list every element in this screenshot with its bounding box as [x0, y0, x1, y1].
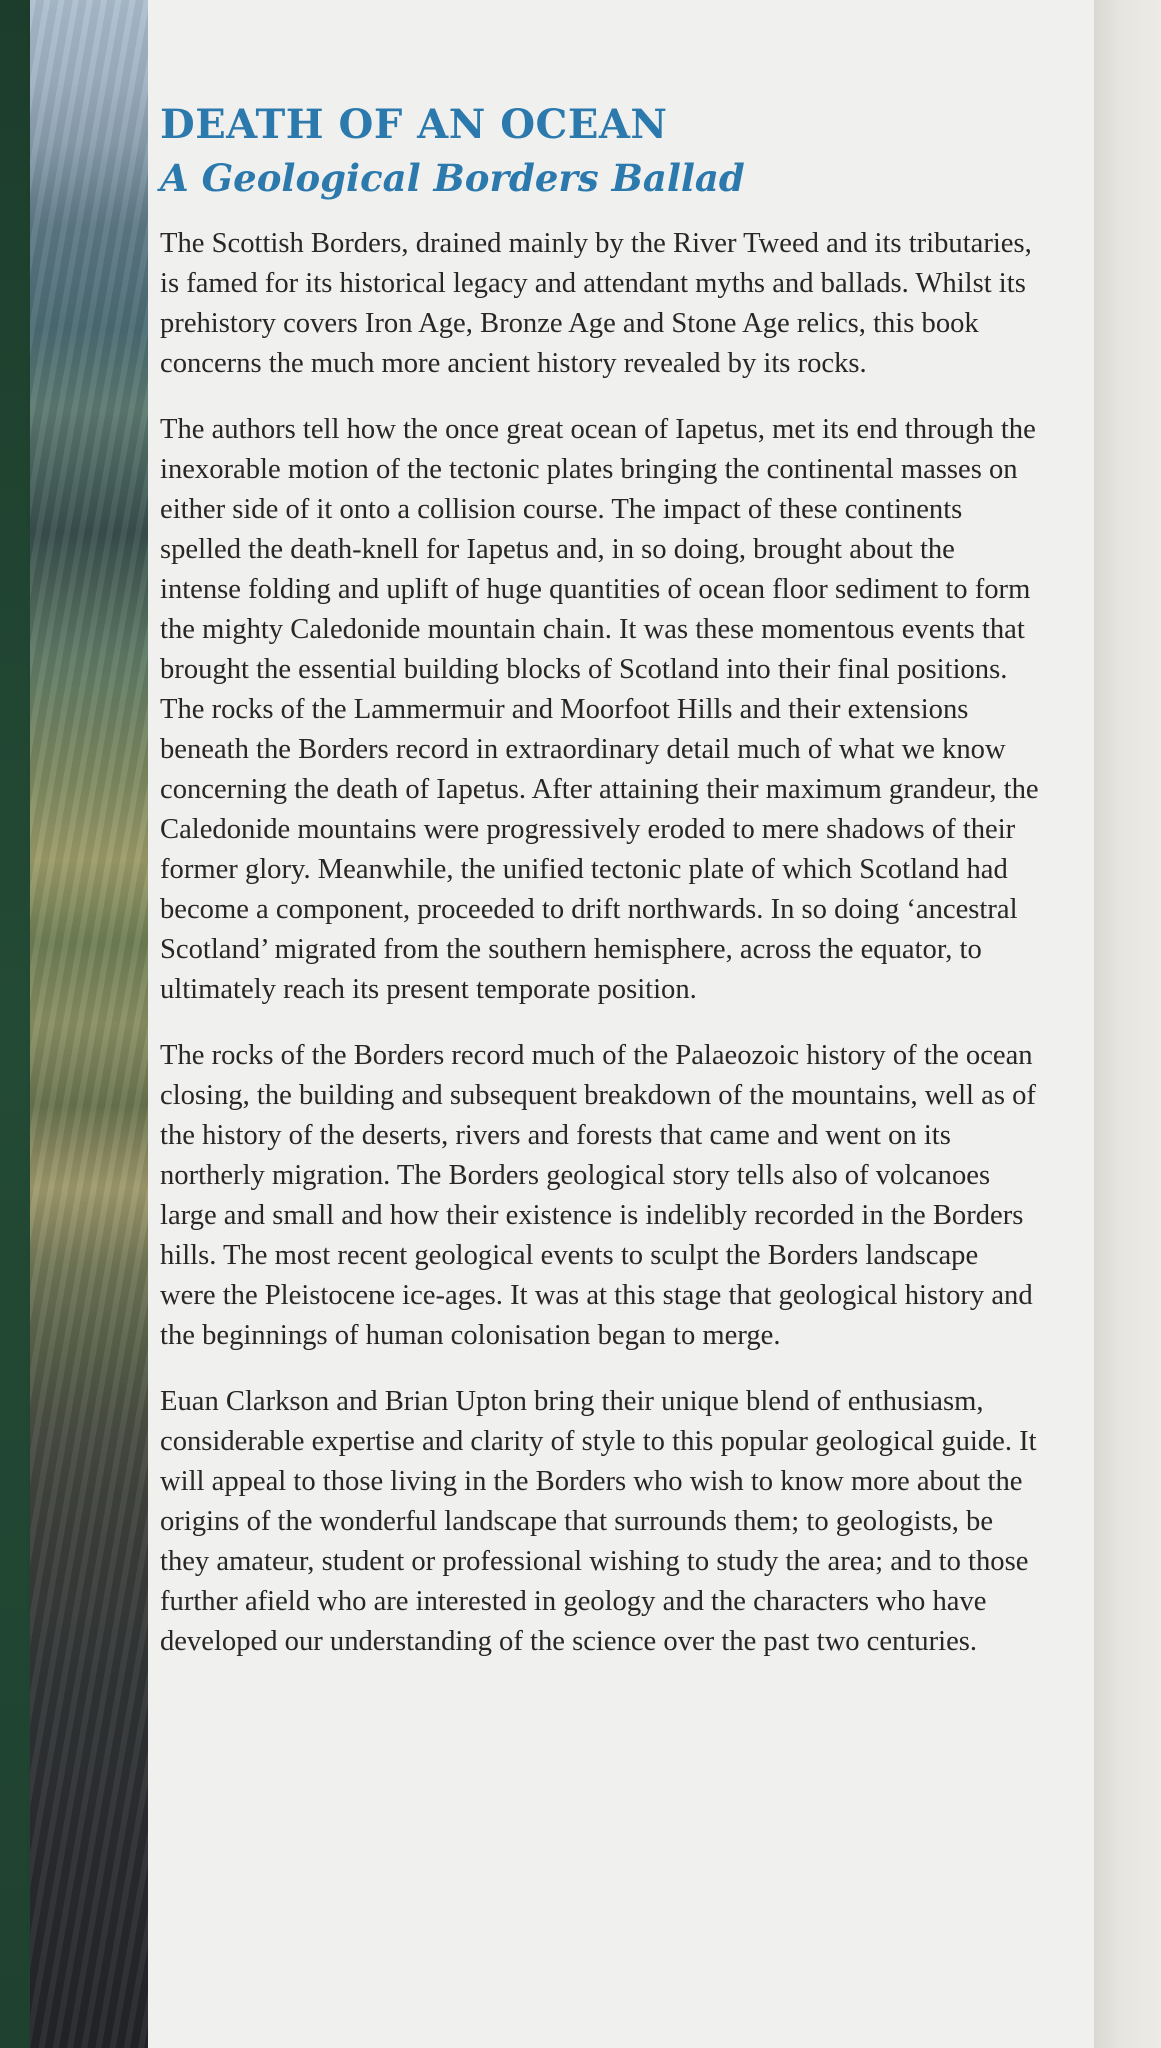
blurb-paragraph-3: The rocks of the Borders record much of the Palaeozoic history of the ocean closing, the building and subsequent breakdown of the mountains, well as of the history of the deserts, rivers and forests that came and went on its northerly migration. The Borders geological story tells also of volcanoes large and small and how their existence is indelibly recorded in the Borders hills. The most recent geological events to sculpt the Borders landscape were the Pleistocene ice-ages. It was at this stage that geological history and the beginnings of human colonisation began to merge.: [160, 1040, 1036, 1352]
blurb-paragraph-1: The Scottish Borders, drained mainly by the River Tweed and its tributaries, is famed for its historical legacy and attendant myths and ballads. Whilst its prehistory covers Iron Age, Bronze Age and Stone Age relics, this book concerns the much more ancient history revealed by its rocks.: [160, 228, 1032, 380]
book-page-edge: [1094, 0, 1161, 2048]
book-title: DEATH OF AN OCEAN: [160, 101, 668, 148]
blurb-paragraph-2: The authors tell how the once great ocean of Iapetus, met its end through the inexorable motion of the tectonic plates bringing the continental masses on either side of it onto a collision course. The impact of these continents spelled the death-knell for Iapetus and, in so doing, brought about the intense folding and uplift of huge quantities of ocean floor sediment to form the mighty Caledonide mountain chain. It was these momentous events that brought the essential building blocks of Scotland into their final positions. The rocks of the Lammermuir and Moorfoot Hills and their extensions beneath the Borders record in extraordinary detail much of what we know concerning the death of Iapetus. After attaining their maximum grandeur, the Caledonide mountains were progressively eroded to mere shadows of their former glory. Meanwhile, the unified tectonic plate of which Scotland had become a component, proceeded to drift northwards. In so doing ‘ancestral Scotland’ migrated from the southern hemisphere, across the equator, to ultimately reach its present temporate position.: [160, 414, 1039, 1006]
blurb-paragraph-4: Euan Clarkson and Brian Upton bring their unique blend of enthusiasm, considerable expertise and clarity of style to this popular geological guide. It will appeal to those living in the Borders who wish to know more about the origins of the wonderful landscape that surrounds them; to geologists, be they amateur, student or professional wishing to study the area; and to those further afield who are interested in geology and the characters who have developed our understanding of the science over the past two centuries.: [160, 1386, 1037, 1658]
book-subtitle: A Geological Borders Ballad: [160, 156, 745, 200]
flap-text: [160, 100, 1040, 1688]
landscape-photo-strip: [30, 0, 148, 2048]
